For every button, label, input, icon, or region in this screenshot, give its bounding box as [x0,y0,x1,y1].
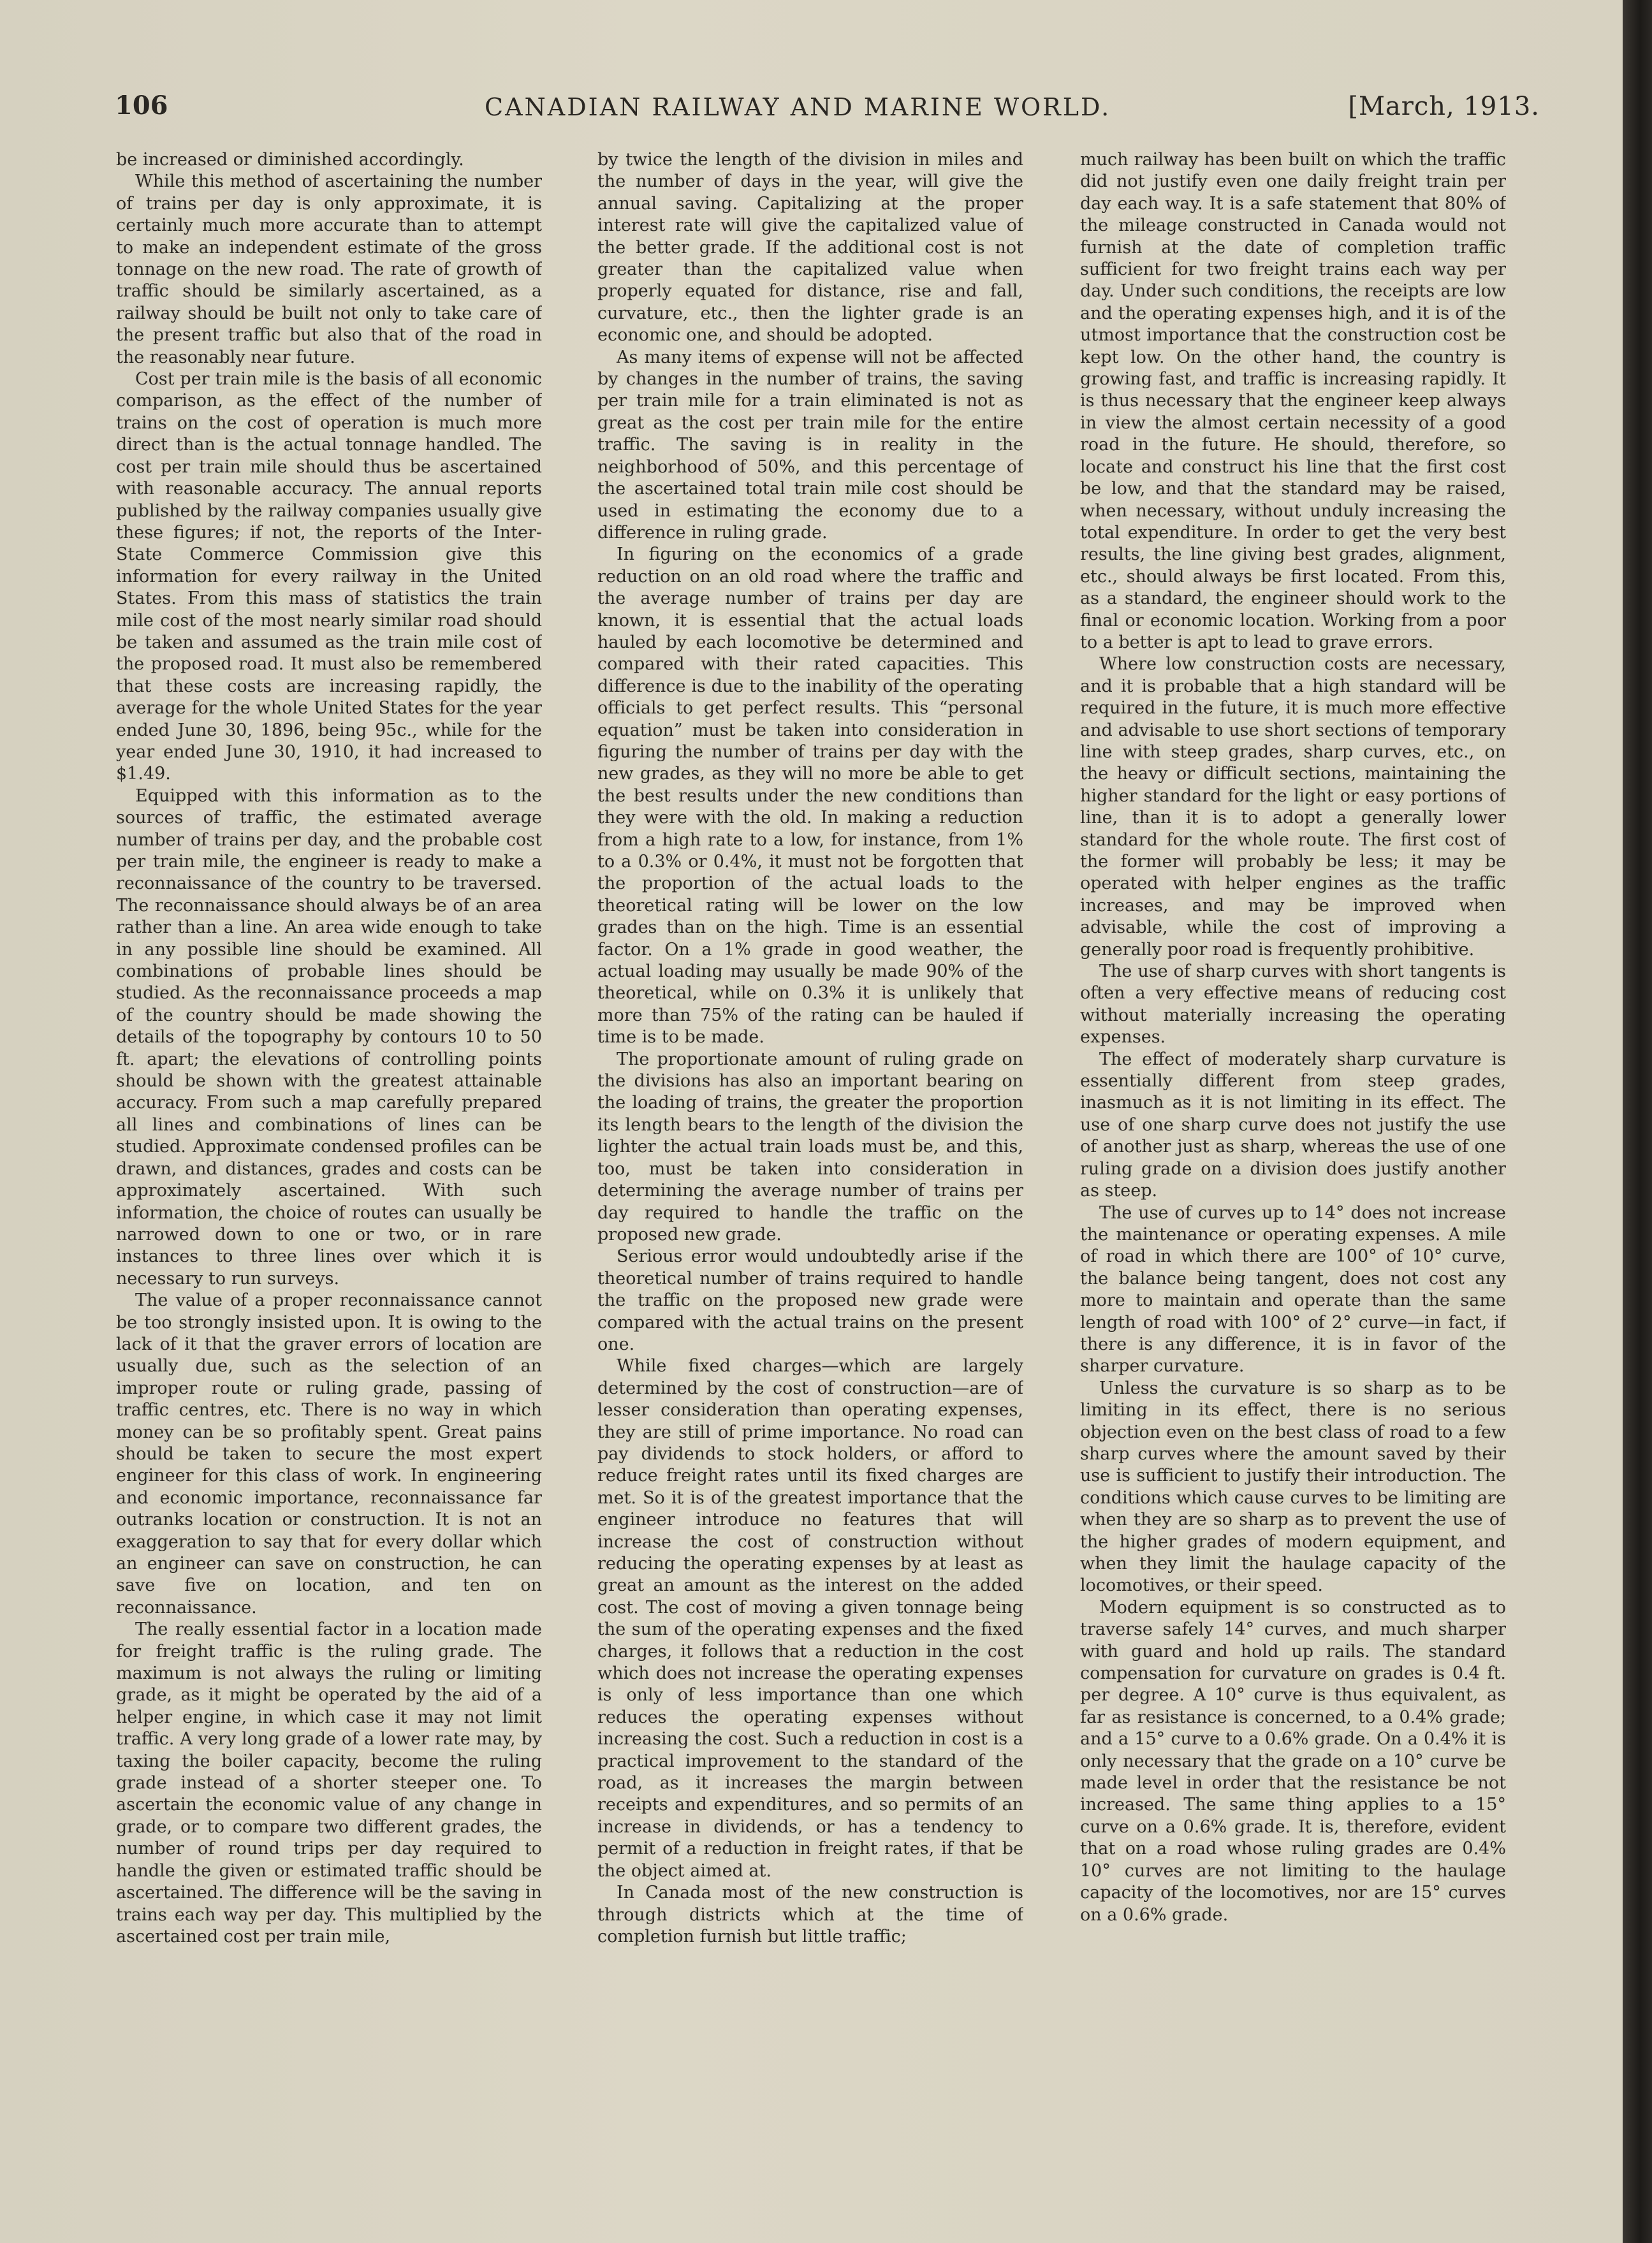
paragraph: The value of a proper reconnaissance cannot be too strongly insisted upon. It is owing to the lack of it that the graver errors of location are usually due, such as the selection of an improper route or ruling grade, passing of traffic centres, etc. There is no way in which money can be so profitably spent. Great pains should be taken to secure the most expert engineer for this class of work. In engineering and economic importance, reconnaissance far outranks location or construction. It is not an exaggeration to say that for every dollar which an engineer can save on construction, he can save five on location, and ten on reconnaissance. [116,1290,542,1618]
running-title: CANADIAN RAILWAY AND MARINE WORLD. [485,93,1111,121]
paragraph: While fixed charges—which are largely determined by the cost of construction—are of lesser consideration than operating expenses, they are still of prime importance. No road can pay dividends to stock holders, or afford to reduce freight rates until its fixed charges are met. So it is of the greatest importance that the engineer introduce no features that will increase the cost of construction without reducing the operating expenses by at least as great an amount as the interest on the added cost. The cost of moving a given tonnage being the sum of the operating expenses and the fixed charges, it follows that a reduction in the cost which does not increase the operating expenses is only of less importance than one which reduces the operating expenses without increasing the cost. Such a reduction in cost is a practical improvement to the standard of the road, as it increases the margin between receipts and expenditures, and so permits of an increase in dividends, or has a tendency to permit of a reduction in freight rates, if that be the object aimed at. [597,1356,1023,1881]
paragraph: The use of curves up to 14° does not increase the maintenance or operating expenses. A mile of road in which there are 100° of 10° curve, the balance being tangent, does not cost any more to maintain and operate than the same length of road with 100° of 2° curve—in fact, if there is any difference, it is in favor of the sharper curvature. [1080,1202,1506,1377]
paragraph: be increased or diminished accordingly. [116,150,464,170]
paragraph: Cost per train mile is the basis of all economic comparison, as the effect of the number of trains on the cost of operation is much more direct than is the actual tonnage handled. The cost per train mile should thus be ascertained with reasonable accuracy. The annual reports published by the railway companies usually give these figures; if not, the reports of the Inter-State Commerce Commission give this information for every railway in the United States. From this mass of statistics the train mile cost of the most nearly similar road should be taken and assumed as the train mile cost of the proposed road. It must also be remembered that these costs are increasing rapidly, the average for the whole United States for the year ended June 30, 1896, being 95c., while for the year ended June 30, 1910, it had increased to $1.49. [116,369,542,784]
paragraph: Modern equipment is so constructed as to traverse safely 14° curves, and much sharper with guard and hold up rails. The standard compensation for curvature on grades is 0.4 ft. per degree. A 10° curve is thus equivalent, as far as resistance is concerned, to a 0.4% grade; and a 15° curve to a 0.6% grade. On a 0.4% it is only necessary that the grade on a 10° curve be made level in order that the resistance be not increased. The same thing applies to a 15° curve on a 0.6% grade. It is, therefore, evident that on a road whose ruling grades are 0.4% 10° curves are not limiting to the haulage capacity of the locomotives, nor are 15° curves on a 0.6% grade. [1080,1597,1506,1925]
page-binding-edge [1623,0,1652,2243]
paragraph: In Canada most of the new construction is through districts which at the time of completion furnish but little traffic; [597,1883,1023,1947]
paragraph: The use of sharp curves with short tangents is often a very effective means of reducing cost without materially increasing the operating expenses. [1080,961,1506,1048]
text-column-3 [1080,149,1506,2202]
paragraph: Equipped with this information as to the sources of traffic, the estimated average number of trains per day, and the probable cost per train mile, the engineer is ready to make a reconnaissance of the country to be traversed. The reconnaissance should always be of an area rather than a line. An area wide enough to take in any possible line should be examined. All combinations of probable lines should be studied. As the reconnaissance proceeds a map of the country should be made showing the details of the topography by contours 10 to 50 ft. apart; the elevations of controlling points should be shown with the greatest attainable accuracy. From such a map carefully prepared all lines and combinations of lines can be studied. Approximate condensed profiles can be drawn, and distances, grades and costs can be approximately ascertained. With such information, the choice of routes can usually be narrowed down to one or two, or in rare instances to three lines over which it is necessary to run surveys. [116,785,542,1289]
paragraph: Unless the curvature is so sharp as to be limiting in its effect, there is no serious objection even on the best class of road to a few sharp curves where the amount saved by their use is sufficient to justify their introduction. The conditions which cause curves to be limiting are when they are so sharp as to prevent the use of the higher grades of modern equipment, and when they limit the haulage capacity of the locomotives, or their speed. [1080,1378,1506,1596]
paragraph: much railway has been built on which the traffic did not justify even one daily freight train per day each way. It is a safe statement that 80% of the mileage constructed in Canada would not furnish at the date of completion traffic sufficient for two freight trains each way per day. Under such conditions, the receipts are low and the operating expenses high, and it is of the utmost importance that the construction cost be kept low. On the other hand, the country is growing fast, and traffic is increasing rapidly. It is thus necessary that the engineer keep always in view the almost certain necessity of a good road in the future. He should, therefore, so locate and construct his line that the first cost be low, and that the standard may be raised, when necessary, without unduly increasing the total expenditure. In order to get the very best results, the line giving best grades, alignment, etc., should always be first located. From this, as a standard, the engineer should work to the final or economic location. Working from a poor to a better is apt to lead to grave errors. [1080,150,1506,652]
paragraph: The really essential factor in a location made for freight traffic is the ruling grade. The maximum is not always the ruling or limiting grade, as it might be operated by the aid of a helper engine, in which case it may not limit traffic. A very long grade of a lower rate may, by taxing the boiler capacity, become the ruling grade instead of a shorter steeper one. To ascertain the economic value of any change in grade, or to compare two different grades, the number of round trips per day required to handle the given or estimated traffic should be ascertained. The difference will be the saving in trains each way per day. This multiplied by the ascertained cost per train mile, [116,1619,542,1947]
text-column-2 [597,149,1023,2202]
issue-date: [March, 1913. [1348,92,1540,121]
text-column-1 [116,149,542,2202]
paragraph: The proportionate amount of ruling grade on the divisions has also an important bearing on the loading of trains, the greater the proportion its length bears to the length of the division the lighter the actual train loads must be, and this, too, must be taken into consideration in determining the average number of trains per day required to handle the traffic on the proposed new grade. [597,1049,1023,1245]
paragraph: As many items of expense will not be affected by changes in the number of trains, the saving per train mile for a train eliminated is not as great as the cost per train mile for the entire traffic. The saving is in reality in the neighborhood of 50%, and this percentage of the ascertained total train mile cost should be used in estimating the economy due to a difference in ruling grade. [597,347,1023,543]
paragraph: While this method of ascertaining the number of trains per day is only approximate, it is certainly much more accurate than to attempt to make an independent estimate of the gross tonnage on the new road. The rate of growth of traffic should be similarly ascertained, as a railway should be built not only to take care of the present traffic but also that of the road in the reasonably near future. [116,172,542,367]
page-header [115,91,1540,135]
paragraph: In figuring on the economics of a grade reduction on an old road where the traffic and the average number of trains per day are known, it is essential that the actual loads hauled by each locomotive be determined and compared with their rated capacities. This difference is due to the inability of the operating officials to get perfect results. This “personal equation” must be taken into consideration in figuring the number of trains per day with the new grades, as they will no more be able to get the best results under the new conditions than they were with the old. In making a reduction from a high rate to a low, for instance, from 1% to a 0.3% or 0.4%, it must not be forgotten that the proportion of the actual loads to the theoretical rating will be lower on the low grades than on the high. Time is an essential factor. On a 1% grade in good weather, the actual loading may usually be made 90% of the theoretical, while on 0.3% it is unlikely that more than 75% of the rating can be hauled if time is to be made. [597,544,1023,1048]
paragraph: The effect of moderately sharp curvature is essentially different from steep grades, inasmuch as it is not limiting in its effect. The use of one sharp curve does not justify the use of another just as sharp, whereas the use of one ruling grade on a division does justify another as steep. [1080,1049,1506,1201]
paragraph: Where low construction costs are necessary, and it is probable that a high standard will be required in the future, it is much more effective and advisable to use short sections of temporary line with steep grades, sharp curves, etc., on the heavy or difficult sections, maintaining the higher standard for the light or easy portions of line, than it is to adopt a generally lower standard for the whole route. The first cost of the former will probably be less; it may be operated with helper engines as the traffic increases, and may be improved when advisable, while the cost of improving a generally poor road is frequently prohibitive. [1080,654,1506,960]
paragraph: Serious error would undoubtedly arise if the theoretical number of trains required to handle the traffic on the proposed new grade were compared with the actual trains on the present one. [597,1246,1023,1354]
paragraph: by twice the length of the division in miles and the number of days in the year, will give the annual saving. Capitalizing at the proper interest rate will give the capitalized value of the better grade. If the additional cost is not greater than the capitalized value when properly equated for distance, rise and fall, curvature, etc., then the lighter grade is an economic one, and should be adopted. [597,150,1023,346]
page-number: 106 [115,91,168,121]
